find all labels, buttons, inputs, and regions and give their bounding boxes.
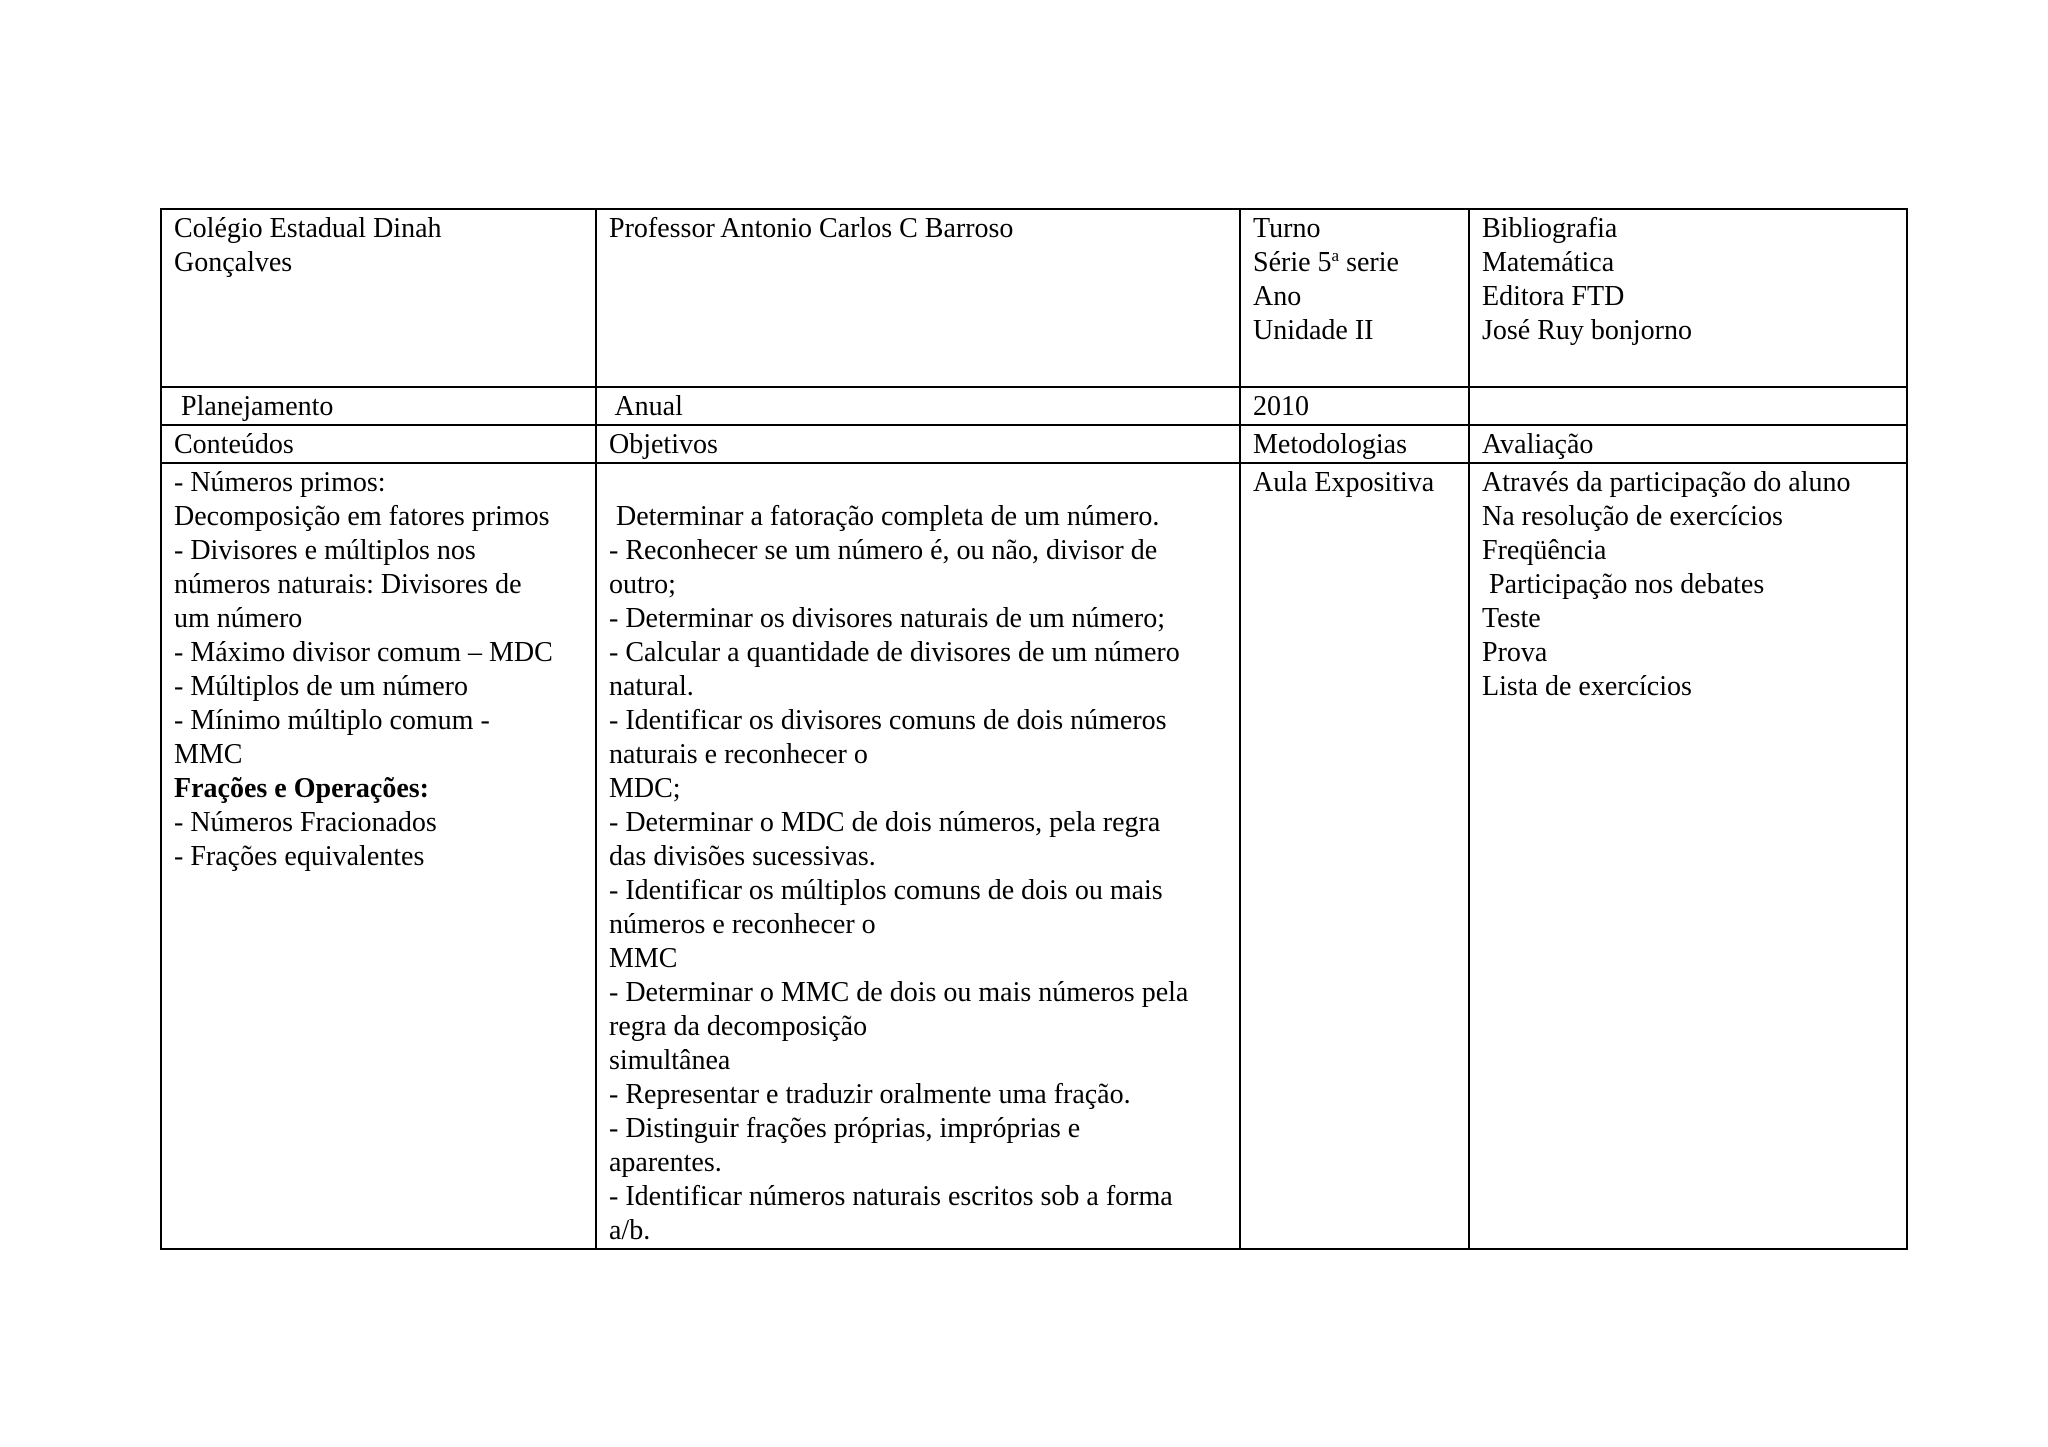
objetivos-header xyxy=(596,425,1240,463)
serie-suffix: serie xyxy=(1339,247,1399,278)
column-header-row xyxy=(161,425,1907,463)
metodologias-header xyxy=(1240,425,1469,463)
serie-superscript: a xyxy=(1331,246,1340,265)
header-row xyxy=(161,209,1907,387)
metodologia-line: Aula Expositiva xyxy=(1253,467,1435,498)
objetivo-line: a/b. xyxy=(609,1215,651,1246)
professor-name: Professor Antonio Carlos C Barroso xyxy=(609,213,1014,244)
conteudo-line: um número xyxy=(174,603,303,634)
objetivo-line: - Determinar os divisores naturais de um número; xyxy=(609,603,1165,634)
conteudo-line: - Divisores e múltiplos nos xyxy=(174,535,476,566)
avaliacao-header-label: Avaliação xyxy=(1482,429,1594,460)
avaliacao-line: Teste xyxy=(1482,603,1541,634)
conteudo-line: - Frações equivalentes xyxy=(174,841,425,872)
avaliacao-line: Lista de exercícios xyxy=(1482,671,1692,702)
bibliography-title: Bibliografia xyxy=(1482,213,1618,244)
avaliacao-line: Na resolução de exercícios xyxy=(1482,501,1783,532)
conteudo-line: MMC xyxy=(174,739,243,770)
ano-label: Ano xyxy=(1253,281,1302,312)
objetivo-line: - Identificar os múltiplos comuns de dois ou mais xyxy=(609,875,1163,906)
objetivo-line: - Representar e traduzir oralmente uma fração. xyxy=(609,1079,1131,1110)
avaliacao-line: Através da participação do aluno xyxy=(1482,467,1851,498)
conteudos-cell xyxy=(161,463,596,1249)
objetivo-line: MDC; xyxy=(609,773,681,804)
objetivo-line: MMC xyxy=(609,943,678,974)
objetivo-line: das divisões sucessivas. xyxy=(609,841,876,872)
empty-cell xyxy=(1469,387,1907,425)
objetivo-line: - Identificar os divisores comuns de dois números xyxy=(609,705,1167,736)
school-name-line2: Gonçalves xyxy=(174,247,293,278)
conteudo-line: - Números primos: xyxy=(174,467,386,498)
avaliacao-header xyxy=(1469,425,1907,463)
metodologias-header-label: Metodologias xyxy=(1253,429,1407,460)
planning-row xyxy=(161,387,1907,425)
objetivo-line: aparentes. xyxy=(609,1147,722,1178)
conteudos-header xyxy=(161,425,596,463)
planning-table xyxy=(160,208,1908,1250)
objetivo-line: - Calcular a quantidade de divisores de um número xyxy=(609,637,1180,668)
objetivo-line: números e reconhecer o xyxy=(609,909,876,940)
unidade-label: Unidade II xyxy=(1253,315,1374,346)
objetivo-line: simultânea xyxy=(609,1045,731,1076)
conteudo-line: - Máximo divisor comum – MDC xyxy=(174,637,553,668)
avaliacao-line: Freqüência xyxy=(1482,535,1607,566)
objetivo-line: outro; xyxy=(609,569,676,600)
avaliacao-line: Prova xyxy=(1482,637,1548,668)
content-row xyxy=(161,463,1907,1249)
annual-cell xyxy=(596,387,1240,425)
school-name-line1: Colégio Estadual Dinah xyxy=(174,213,442,244)
objetivo-line: regra da decomposição xyxy=(609,1011,868,1042)
objetivos-cell xyxy=(596,463,1240,1249)
avaliacao-cell xyxy=(1469,463,1907,1249)
objetivos-spacer xyxy=(609,466,1227,500)
objetivos-header-label: Objetivos xyxy=(609,429,718,460)
school-cell xyxy=(161,209,596,387)
objetivo-line: - Determinar o MDC de dois números, pela regra xyxy=(609,807,1161,838)
planning-cell xyxy=(161,387,596,425)
annual-label: Anual xyxy=(609,391,683,422)
conteudo-line: - Mínimo múltiplo comum - xyxy=(174,705,490,736)
objetivo-line: - Distinguir frações próprias, impróprias e xyxy=(609,1113,1081,1144)
conteudo-heading: Frações e Operações: xyxy=(174,773,429,804)
objetivo-line: natural. xyxy=(609,671,694,702)
turno-label: Turno xyxy=(1253,213,1321,244)
bibliography-publisher: Editora FTD xyxy=(1482,281,1625,312)
bibliography-cell xyxy=(1469,209,1907,387)
objetivo-line: - Determinar o MMC de dois ou mais números pela xyxy=(609,977,1189,1008)
conteudo-line: - Múltiplos de um número xyxy=(174,671,468,702)
objetivo-line: - Reconhecer se um número é, ou não, divisor de xyxy=(609,535,1158,566)
year-cell xyxy=(1240,387,1469,425)
bibliography-subject: Matemática xyxy=(1482,247,1615,278)
year-label: 2010 xyxy=(1253,391,1309,422)
conteudos-header-label: Conteúdos xyxy=(174,429,294,460)
serie-prefix: Série 5 xyxy=(1253,247,1332,278)
objetivo-line: - Identificar números naturais escritos sob a forma xyxy=(609,1181,1173,1212)
conteudo-line: números naturais: Divisores de xyxy=(174,569,522,600)
professor-cell xyxy=(596,209,1240,387)
avaliacao-line: Participação nos debates xyxy=(1482,569,1765,600)
objetivo-line: naturais e reconhecer o xyxy=(609,739,868,770)
bibliography-author: José Ruy bonjorno xyxy=(1482,315,1692,346)
conteudo-line: Decomposição em fatores primos xyxy=(174,501,550,532)
metodologias-cell xyxy=(1240,463,1469,1249)
class-info-cell xyxy=(1240,209,1469,387)
conteudo-line: - Números Fracionados xyxy=(174,807,437,838)
serie-label xyxy=(1253,246,1456,280)
objetivo-line: Determinar a fatoração completa de um número. xyxy=(609,501,1160,532)
planning-label: Planejamento xyxy=(174,391,334,422)
